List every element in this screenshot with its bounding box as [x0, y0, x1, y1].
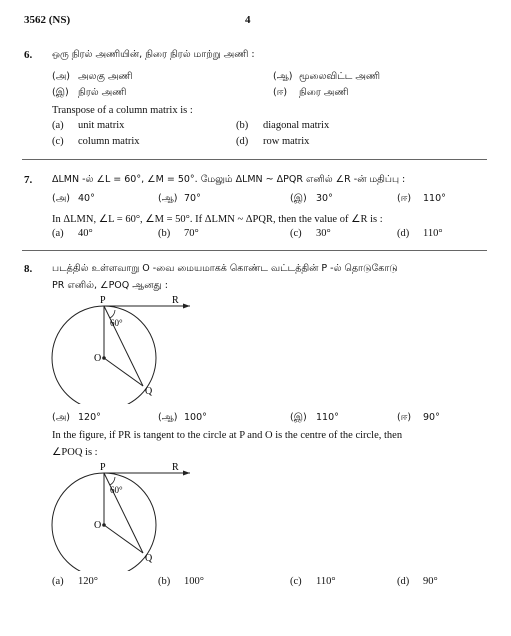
- q7-ta-option-b: 70°: [184, 193, 201, 204]
- q8-ta-option-c-label: (இ): [290, 412, 307, 423]
- q8-tamil-question-line1: படத்தில் உள்ளவாறு O -வை மையமாகக் கொண்ட வட்டத்தின் P -ல் தொடுகோடு: [52, 263, 398, 274]
- q6-tamil-question: ஒரு நிரல் அணியின், நிரை நிரல் மாற்று அணி :: [52, 49, 255, 60]
- circle-tangent-figure: [50, 296, 200, 404]
- q8-ta-option-d-label: (ஈ): [397, 412, 412, 423]
- q8-ta-option-b-label: (ஆ): [158, 412, 178, 423]
- q7-number: 7.: [24, 174, 33, 186]
- q8-en-option-b-label: (b): [158, 576, 171, 587]
- q6-en-option-a: unit matrix: [78, 120, 125, 131]
- label-o: O: [94, 520, 102, 531]
- q8-en-option-c: 110°: [316, 576, 336, 587]
- q7-en-option-d: 110°: [423, 228, 443, 239]
- q7-ta-option-d-label: (ஈ): [397, 193, 412, 204]
- q7-ta-option-a-label: (அ): [52, 193, 70, 204]
- q6-en-option-b-label: (b): [236, 120, 249, 131]
- q8-ta-option-d: 90°: [423, 412, 440, 423]
- q6-english-question: Transpose of a column matrix is :: [52, 105, 193, 116]
- q8-en-option-d: 90°: [423, 576, 438, 587]
- q7-tamil-question: ΔLMN -ல் ∠L = 60°, ∠M = 50°. மேலும் ΔLMN ~ ΔPQR எனில் ∠R -ன் மதிப்பு :: [52, 174, 406, 185]
- q8-en-option-c-label: (c): [290, 576, 302, 587]
- q6-ta-option-c: நிரல் அணி: [78, 87, 127, 98]
- q8-en-option-a-label: (a): [52, 576, 64, 587]
- separator-rule: [22, 250, 487, 251]
- q6-ta-option-d-label: (ஈ): [273, 87, 288, 98]
- q8-tamil-question-line2: PR எனில், ∠POQ ஆனது :: [52, 280, 168, 291]
- q8-ta-option-c: 110°: [316, 412, 339, 423]
- q7-en-option-c-label: (c): [290, 228, 302, 239]
- q7-en-option-a-label: (a): [52, 228, 64, 239]
- q7-ta-option-d: 110°: [423, 193, 446, 204]
- angle-arc: [110, 477, 115, 485]
- q6-ta-option-b-label: (ஆ): [273, 71, 293, 82]
- q7-english-question: In ΔLMN, ∠L = 60°, ∠M = 50°. If ΔLMN ~ ΔPQR, then the value of ∠R is :: [52, 214, 383, 225]
- q8-en-option-d-label: (d): [397, 576, 410, 587]
- q6-en-option-c-label: (c): [52, 136, 64, 147]
- q7-en-option-b-label: (b): [158, 228, 171, 239]
- centre-point: [102, 523, 106, 527]
- radius-oq: [104, 525, 143, 553]
- page-number: 4: [245, 14, 251, 26]
- q6-en-option-d-label: (d): [236, 136, 249, 147]
- label-r: R: [172, 296, 179, 306]
- label-o: O: [94, 353, 102, 364]
- q7-en-option-b: 70°: [184, 228, 199, 239]
- q7-ta-option-b-label: (ஆ): [158, 193, 178, 204]
- label-p: P: [100, 463, 106, 473]
- q8-ta-option-b: 100°: [184, 412, 207, 423]
- q8-en-option-b: 100°: [184, 576, 204, 587]
- q6-en-option-c: column matrix: [78, 136, 140, 147]
- q8-ta-option-a: 120°: [78, 412, 101, 423]
- q6-en-option-d: row matrix: [263, 136, 310, 147]
- q6-ta-option-c-label: (இ): [52, 87, 69, 98]
- q8-en-option-a: 120°: [78, 576, 98, 587]
- q8-english-question-line2: ∠POQ is :: [52, 447, 98, 458]
- label-angle: 60°: [110, 485, 123, 495]
- q8-english-question-line1: In the figure, if PR is tangent to the circle at P and O is the centre of the circle, then: [52, 430, 403, 441]
- label-angle: 60°: [110, 318, 123, 328]
- q8-number: 8.: [24, 263, 33, 275]
- separator-rule: [22, 159, 487, 160]
- q7-ta-option-c-label: (இ): [290, 193, 307, 204]
- label-r: R: [172, 463, 179, 473]
- q7-ta-option-c: 30°: [316, 193, 333, 204]
- label-q: Q: [145, 386, 153, 397]
- centre-point: [102, 356, 106, 360]
- radius-oq: [104, 358, 143, 386]
- q7-en-option-d-label: (d): [397, 228, 410, 239]
- label-q: Q: [145, 553, 153, 564]
- q6-en-option-a-label: (a): [52, 120, 64, 131]
- q7-en-option-c: 30°: [316, 228, 331, 239]
- q8-ta-option-a-label: (அ): [52, 412, 70, 423]
- q6-ta-option-b: மூலைவிட்ட அணி: [299, 71, 381, 82]
- paper-code: 3562 (NS): [24, 14, 71, 26]
- q6-ta-option-a-label: (அ): [52, 71, 70, 82]
- q7-ta-option-a: 40°: [78, 193, 95, 204]
- tangent-arrowhead: [183, 471, 190, 476]
- q6-number: 6.: [24, 49, 33, 61]
- circle-tangent-figure: [50, 463, 200, 571]
- q7-en-option-a: 40°: [78, 228, 93, 239]
- q6-ta-option-a: அலகு அணி: [78, 71, 133, 82]
- tangent-arrowhead: [183, 304, 190, 309]
- q6-en-option-b: diagonal matrix: [263, 120, 330, 131]
- q6-ta-option-d: நிரை அணி: [299, 87, 349, 98]
- angle-arc: [110, 310, 115, 318]
- label-p: P: [100, 296, 106, 306]
